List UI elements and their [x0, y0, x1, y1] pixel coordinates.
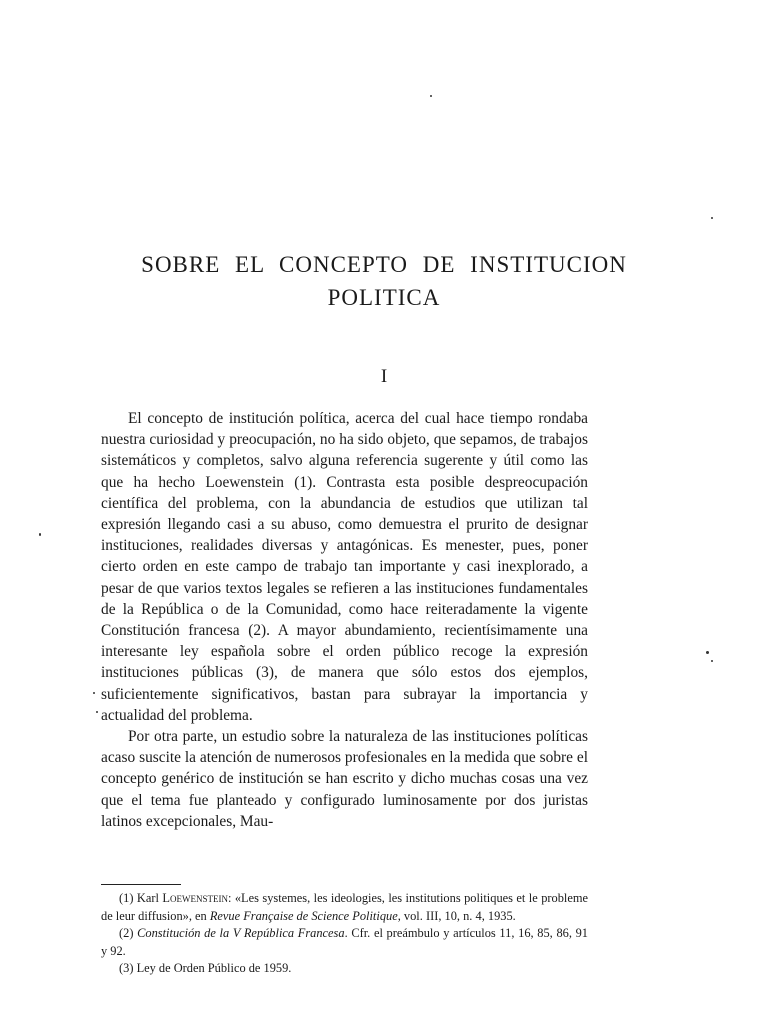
footnote-author-first: Karl: [136, 891, 159, 905]
paragraph: El concepto de institución política, acerca del cual hace tiempo rondaba nuestra curiosidad y preocupación, no ha sido objeto, que sepamos, de trabajos sistemáticos y completos, salvo alguna referencia sugerente y útil como las que ha hecho Loewenstein (1). Contrasta esta posible despreocupación científica del problema, con la abundancia de estudios que utilizan tal expresión llegando casi a su abuso, como demuestra el prurito de designar instituciones, realidades diversas y antagónicas. Es menester, pues, poner cierto orden en este campo de trabajo tan importante y casi inexplorado, a pesar de que varios textos legales se refieren a las instituciones fundamentales de la República o de la Comunidad, como hace reiteradamente la vigente Constitución francesa (2). A mayor abundamiento, recientísimamente una interesante ley española sobre el orden público recoge la expresión instituciones públicas (3), de manera que sólo estos dos ejemplos, suficientemente significativos, bastan para subrayar la importancia y actualidad del problema.: [101, 410, 588, 724]
scan-speck: [706, 651, 709, 654]
footnote-3: [101, 960, 588, 978]
paragraph: Por otra parte, un estudio sobre la naturaleza de las instituciones políticas acaso suscite la atención de numerosos profesionales en la medida que sobre el concepto genérico de institución se han escrito y dicho muchas cosas una vez que el tema fue planteado y configurado luminosamente por dos juristas latinos excepcionales, Mau-: [101, 728, 588, 830]
footnote-text: . Cfr. el preámbulo y artículos 11, 16, 85, 86, 91 y 92.: [101, 926, 589, 958]
footnote-marker: (2): [119, 926, 134, 941]
footnote-title: Constitución de la V República Francesa: [137, 926, 345, 941]
scan-speck: [430, 95, 432, 97]
scan-speck: [711, 660, 713, 662]
scan-speck: [711, 217, 713, 219]
footnote-marker: (1): [119, 891, 134, 905]
footnote-1: [101, 890, 588, 925]
article-title-line-1: SOBRE EL CONCEPTO DE INSTITUCION: [141, 252, 627, 277]
footnote-author-last: Loewenstein: [162, 891, 228, 905]
footnote-separator: [101, 884, 181, 885]
scan-speck: [93, 692, 95, 694]
footnote-journal: Revue Française de Science Politique: [209, 908, 398, 923]
footnote-text: : «Les systemes, les ideologies, les institutions politiques et le probleme de leur diffusion», en: [101, 891, 588, 923]
footnote-2: [101, 925, 588, 960]
scan-speck: [96, 711, 98, 713]
body-text: [101, 408, 588, 832]
section-number: I: [380, 366, 388, 387]
article-title-line-2: POLITICA: [327, 285, 441, 310]
footnote-text: , vol. III, 10, n. 4, 1935.: [397, 908, 516, 923]
footnotes: [101, 890, 588, 978]
scan-speck: [39, 533, 41, 536]
footnote-marker: (3): [119, 961, 134, 976]
footnote-text: Ley de Orden Público de 1959.: [136, 961, 292, 976]
